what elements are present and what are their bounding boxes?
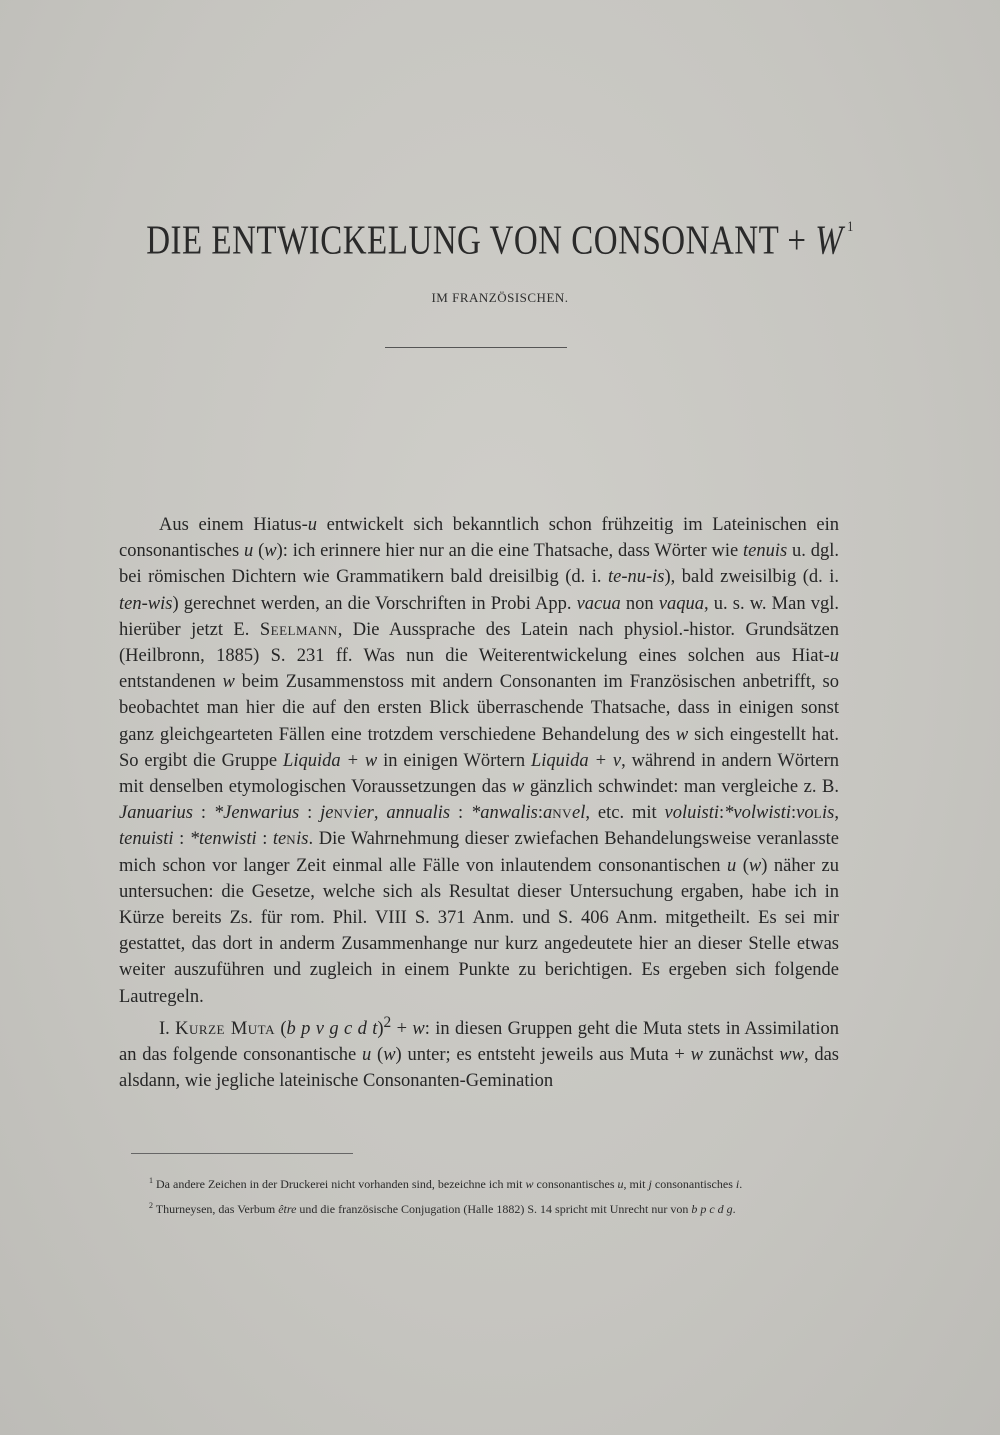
text-run: sich eingestellt hat. So ergibt die Gruppe	[119, 724, 840, 771]
text-run: I.	[159, 1019, 176, 1040]
text-run: :	[719, 803, 725, 824]
text-run: ) unter; es entsteht jeweils aus Muta +	[395, 1045, 691, 1066]
italic-run: w	[412, 1019, 425, 1040]
text-run: ): ich erinnere hier nur an die eine Thatsache, dass Wörter wie	[276, 541, 744, 562]
italic-run: ier	[353, 803, 374, 824]
italic-run: ww	[779, 1045, 804, 1066]
text-run: , das alsdann, wie jegliche lateinische Consonanten-Gemination	[119, 1045, 840, 1092]
text-run: :	[537, 803, 543, 824]
italic-run: u	[362, 1045, 372, 1066]
footnote-2	[119, 1197, 839, 1218]
text-run: :	[790, 803, 797, 824]
text-run: beim Zusammenstoss mit andern Consonanten im Französischen anbetrifft, so beobachtet man hier die auf den ersten Blick überraschende Thatsache, dass in einigen sonst ganz gleichgearteten Fällen eine trotzdem verschiedene Behandelung des	[119, 672, 839, 745]
article-subtitle: IM FRANZÖSISCHEN.	[431, 290, 569, 305]
italic-run: *tenwisti	[189, 829, 257, 850]
small-caps-run: Kurze Muta	[175, 1019, 275, 1040]
text-run: consonantisches	[533, 1177, 618, 1191]
italic-run: te-nu-is	[608, 567, 665, 588]
text-run: (	[274, 1019, 287, 1040]
text-run: gänzlich schwindet: man vergleiche z. B.	[524, 777, 839, 798]
italic-run: w	[690, 1045, 703, 1066]
footnote-1	[119, 1172, 839, 1193]
footnote-mark: 1	[149, 1176, 153, 1185]
italic-run: w	[748, 855, 762, 876]
text-run: Da andere Zeichen in der Druckerei nicht vorhanden sind, bezeichne ich mit	[153, 1177, 526, 1191]
italic-run: être	[278, 1202, 297, 1216]
italic-run: w	[383, 1045, 396, 1066]
italic-run: voluisti	[664, 803, 720, 824]
text-run: ,	[834, 803, 840, 824]
text-run: zunächst	[702, 1045, 780, 1066]
italic-run: Liquida + w	[283, 750, 378, 771]
italic-run: *anwalis	[471, 803, 538, 824]
italic-run: *volwisti	[724, 803, 791, 824]
text-run: (	[371, 1045, 384, 1066]
italic-run: tenuisti	[119, 829, 174, 850]
italic-run: vacua	[576, 593, 621, 614]
italic-run: u	[307, 515, 317, 535]
text-run: ), bald zweisilbig (d. i.	[664, 567, 839, 588]
italic-run: el	[572, 803, 586, 824]
italic-run: vo	[796, 803, 814, 824]
small-caps-run: l	[813, 803, 823, 824]
text-run: u. dgl. bei römischen Dichtern wie Grammatikern bald dreisilbig (d. i.	[119, 541, 839, 588]
paragraph-2	[119, 1010, 839, 1095]
italic-run: is	[822, 803, 835, 824]
text-run: consonantisches	[651, 1177, 736, 1191]
italic-run: u	[726, 855, 737, 876]
text-run: (	[253, 541, 265, 562]
italic-run: u	[244, 541, 254, 562]
italic-run: ten-wis	[119, 593, 173, 614]
italic-run: annualis	[386, 803, 451, 824]
text-run: , u. s. w. Man vgl. hierüber jetzt E.	[119, 593, 839, 640]
text-run: :	[193, 803, 214, 824]
italic-run: a	[543, 803, 553, 824]
text-run: ) näher zu untersuchen: die Gesetze, welche sich als Resultat dieser Untersuchung ergaben, habe ich in Kürze bereits Zs. für rom. Phil. VIII S. 371 Anm. und S. 406 Anm. mitgetheilt. Es sei mir gestattet, das dort in anderm Zusammenhange nur kurz angedeutete hier an dieser Stelle etwas weiter auszuführen und zugleich in einem Punkte zu berichtigen. Es ergeben sich folgende Lautregeln.	[119, 855, 839, 1007]
italic-run: u	[617, 1177, 624, 1191]
italic-run: b p v g c d t	[286, 1019, 378, 1040]
text-run: .	[739, 1177, 743, 1191]
italic-run: Januarius	[119, 803, 193, 824]
text-run: : in diesen Gruppen geht die Muta stets in Assimilation an das folgende consonantische	[119, 1019, 839, 1066]
italic-run: w	[512, 777, 525, 798]
small-caps-run: n	[286, 829, 297, 850]
footnote-mark: 2	[149, 1201, 153, 1210]
small-caps-run: nv	[333, 803, 354, 824]
text-run: Thurneysen, das Verbum	[153, 1202, 279, 1216]
title-w: W	[815, 218, 844, 264]
text-run: , etc. mit	[585, 803, 665, 824]
text-run: ,	[373, 803, 387, 824]
italic-run: tenuis	[743, 541, 788, 562]
italic-run: te	[272, 829, 287, 850]
text-run: +	[391, 1019, 413, 1040]
text-run: und die französische Conjugation (Halle 1882) S. 14 spricht mit Unrecht nur von	[296, 1202, 692, 1216]
italic-run: w	[222, 672, 235, 693]
text-run: )	[377, 1019, 384, 1040]
small-caps-run: Seelmann	[259, 619, 338, 640]
text-run: entstandenen	[119, 672, 223, 693]
text-run: , Die Aussprache des Latein nach physiol.-histor. Grundsätzen (Heilbronn, 1885) S. 231 ff. Was nun die Weiterentwickelung eines solchen aus Hiat-	[119, 619, 839, 667]
text-run: :	[256, 829, 273, 850]
italic-run: w	[675, 724, 689, 745]
text-run: , mit	[623, 1177, 649, 1191]
italic-run: u	[829, 646, 839, 667]
paragraph-1	[119, 512, 839, 1010]
italic-run: b p c d g	[691, 1202, 733, 1216]
footnote-mark: 2	[383, 1013, 392, 1031]
title-footnote-mark: 1	[847, 217, 854, 235]
text-run: .	[732, 1202, 736, 1216]
italic-run: *Jenwarius	[213, 803, 300, 824]
footnote-rule	[131, 1153, 353, 1154]
text-run: in einigen Wörtern	[377, 750, 531, 771]
italic-run: je	[320, 803, 334, 824]
text-run: , während in andern Wörtern mit denselben etymologischen Voraussetzungen das	[119, 750, 839, 798]
text-run: :	[299, 803, 321, 824]
italic-run: w	[264, 541, 277, 562]
body-text	[119, 512, 839, 1095]
italic-run: is	[296, 829, 309, 850]
text-run: entwickelt sich bekanntlich schon frühzeitig im Lateinischen ein consonantisches	[119, 515, 839, 562]
text-run: . Die Wahrnehmung dieser zwiefachen Behandelungsweise veranlasste mich schon vor langer Zeit einmal alle Fälle von inlautendem consonantischen	[119, 829, 839, 876]
article-title	[0, 217, 1000, 265]
italic-run: w	[525, 1177, 534, 1191]
text-run: ) gerechnet werden, an die Vorschriften in Probi App.	[172, 593, 577, 614]
text-run: :	[450, 803, 472, 824]
title-text: DIE ENTWICKELUNG VON CONSONANT +	[146, 218, 816, 264]
italic-run: j	[648, 1177, 652, 1191]
italic-run: vaqua	[658, 593, 705, 614]
title-rule	[385, 347, 567, 348]
text-run: :	[173, 829, 190, 850]
text-run: non	[620, 593, 659, 614]
text-run: Aus einem Hiatus-	[159, 515, 308, 535]
italic-run: i	[735, 1177, 740, 1191]
italic-run: Liquida + v	[531, 750, 622, 771]
text-run: (	[736, 855, 749, 876]
small-caps-run: nv	[552, 803, 573, 824]
footnotes	[119, 1172, 839, 1222]
